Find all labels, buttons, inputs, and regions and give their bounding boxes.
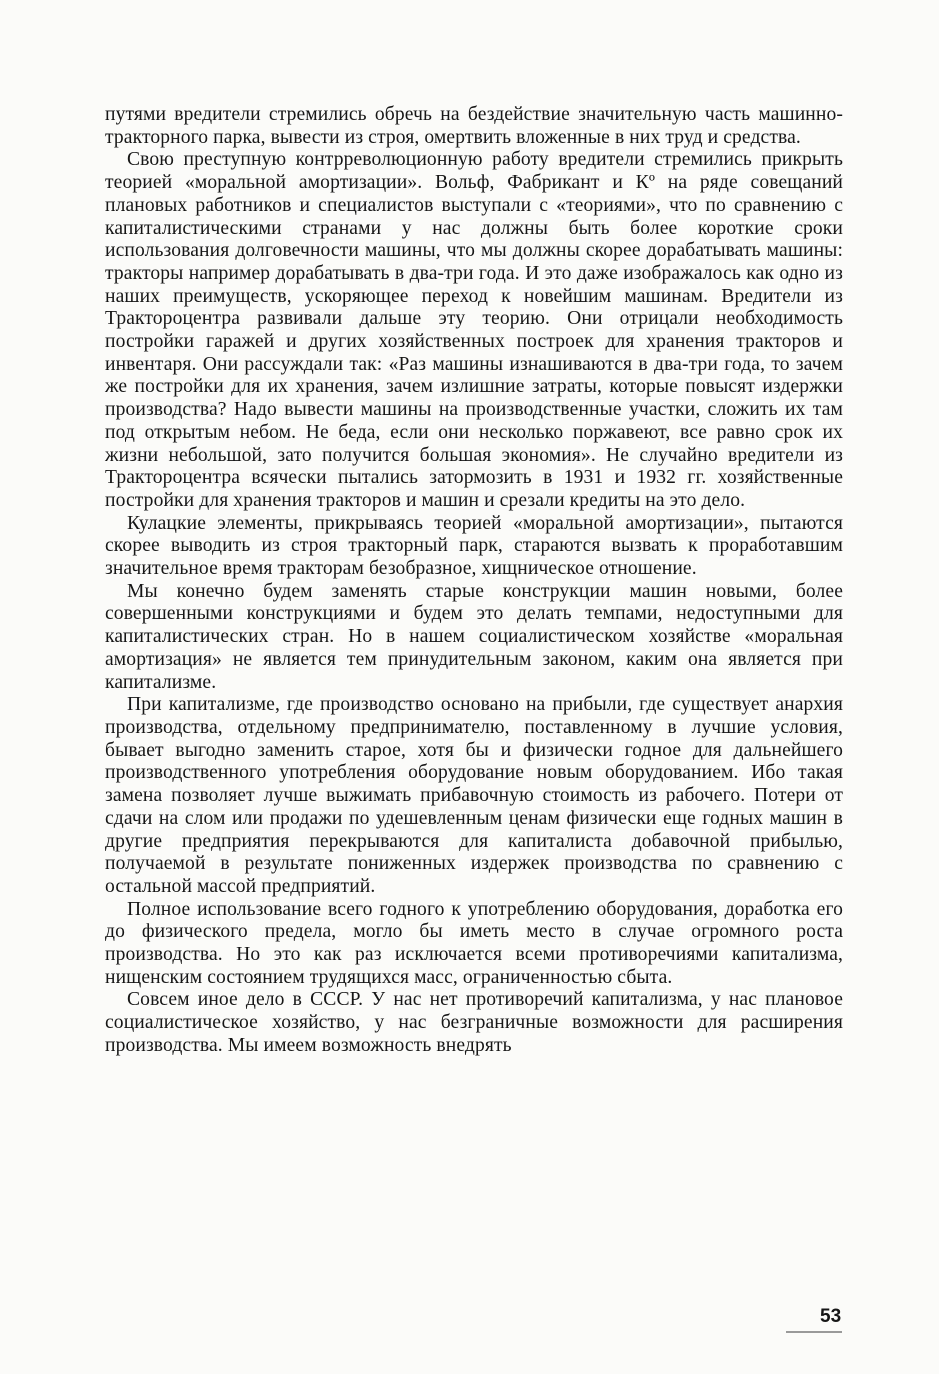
paragraph-1: путями вредители стремились обречь на бездействие значительную часть машинно-тракторного парка, вывести из строя, омертвить вложенные в них труд и средства. <box>105 104 843 148</box>
page-number: 53 <box>820 1306 842 1327</box>
body-text <box>105 104 843 1058</box>
paragraph-6: Полное использование всего годного к употреблению оборудования, доработка его до физического предела, могло бы иметь место в случае огромного роста производства. Но это как раз исключается всеми противоречиями капитализма, нищенским состоянием трудящихся масс, ограниченностью сбыта. <box>105 898 843 988</box>
paragraph-5: При капитализме, где производство основано на прибыли, где существует анархия производства, отдельному предпринимателю, поставленному в лучшие условия, бывает выгодно заменить старое, хотя бы и физически годное для дальнейшего производственного употребления оборудование новым оборудованием. Ибо такая замена позволяет лучше выжимать прибавочную стоимость из рабочего. Потери от сдачи на слом или продажи по удешевленным ценам физически еще годных машин в другие предприятия перекрываются для капиталиста добавочной прибылью, получаемой в результате пониженных издержек производства по сравнению с остальной массой предприятий. <box>105 694 843 897</box>
paragraph-3: Кулацкие элементы, прикрываясь теорией «моральной амортизации», пытаются скорее выводить из строя тракторный парк, стараются вызвать к проработавшим значительное время тракторам безобразное, хищническое отношение. <box>105 512 843 580</box>
paragraph-4: Мы конечно будем заменять старые конструкции машин новыми, более совершенными конструкциями и будем это делать темпами, недоступными для капиталистических стран. Но в нашем социалистическом хозяйстве «моральная амортизация» не является тем принудительным законом, каким она является при капитализме. <box>105 580 843 693</box>
page-number-rule <box>786 1331 842 1333</box>
paragraph-2: Свою преступную контрреволюционную работу вредители стремились прикрыть теорией «моральной амортизации». Вольф, Фабрикант и Кº на ряде совещаний плановых работников и специалистов выступали с «теориями», что по сравнению с капиталистическими странами у нас должны быть более короткие сроки использования долговечности машины, что мы должны скорее дорабатывать машины: тракторы например дорабатывать в два-три года. И это даже изображалось как одно из наших преимуществ, ускоряющее переход к новейшим машинам. Вредители из Трактороцентра развивали дальше эту теорию. Они отрицали необходимость постройки гаражей и других хозяйственных построек для хранения тракторов и инвентаря. Они рассуждали так: «Раз машины изнашиваются в два-три года, то зачем же постройки для их хранения, зачем излишние затраты, которые повысят издержки производства? Надо вывести машины на производственные участки, сложить их там под открытым небом. Не беда, если они несколько поржавеют, все равно срок их жизни небольшой, зато получится большая экономия». Не случайно вредители из Трактороцентра всячески пытались затормозить в 1931 и 1932 гг. хозяйственные постройки для хранения тракторов и машин и срезали кредиты на это дело. <box>105 149 843 511</box>
paragraph-7: Совсем иное дело в СССР. У нас нет противоречий капитализма, у нас плановое социалистическое хозяйство, у нас безграничные возможности для расширения производства. Мы имеем возможность внедрять <box>105 989 843 1056</box>
